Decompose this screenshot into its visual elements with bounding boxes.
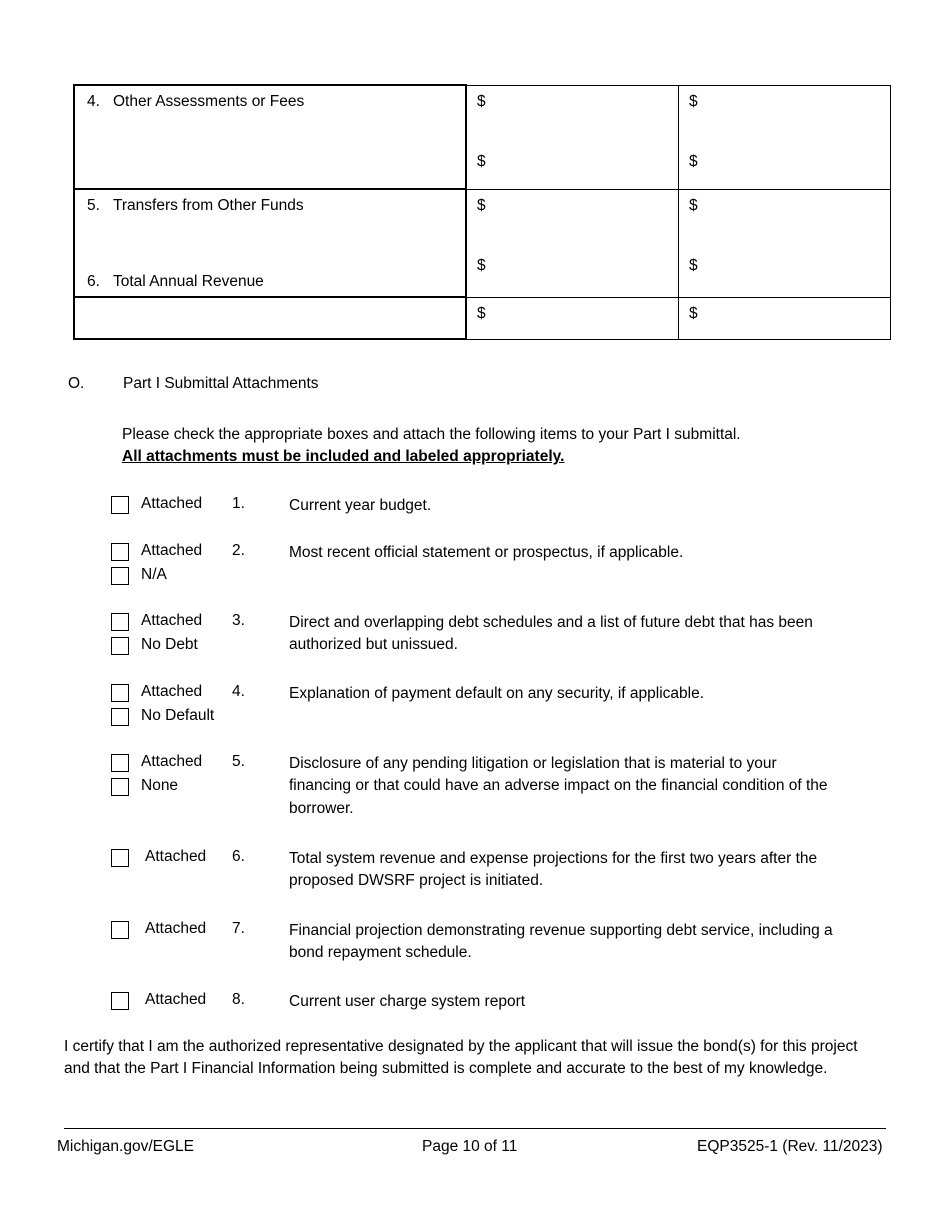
table-row bbox=[74, 85, 891, 189]
checkbox-label: No Default bbox=[141, 707, 215, 724]
checkbox-attached-1[interactable] bbox=[111, 496, 129, 514]
item-text: Most recent official statement or prospectus, if applicable. bbox=[289, 544, 684, 561]
table-row bbox=[74, 297, 891, 339]
checkbox-no-default-4[interactable] bbox=[111, 708, 129, 726]
item-number: 6. bbox=[232, 848, 245, 865]
checkbox-none-5[interactable] bbox=[111, 778, 129, 796]
dollar-sign: $ bbox=[689, 304, 698, 322]
row-label: Transfers from Other Funds bbox=[113, 197, 304, 214]
checkbox-attached-7[interactable] bbox=[111, 921, 129, 939]
dollar-sign: $ bbox=[477, 304, 486, 322]
annual-revenue-table bbox=[73, 84, 891, 340]
checkbox-label: Attached bbox=[145, 848, 207, 865]
checkbox-label: Attached bbox=[141, 753, 203, 770]
footer-agency: Michigan.gov/EGLE bbox=[57, 1138, 194, 1155]
row-amount-col1[interactable] bbox=[466, 189, 679, 297]
row-label-cell bbox=[74, 189, 466, 297]
checkbox-attached-5[interactable] bbox=[111, 754, 129, 772]
dollar-sign: $ bbox=[477, 152, 486, 170]
row-label-total bbox=[87, 274, 264, 290]
item-number: 7. bbox=[232, 920, 245, 937]
item-number: 3. bbox=[232, 612, 245, 629]
item-text: Current user charge system report bbox=[289, 993, 526, 1010]
dollar-sign: $ bbox=[477, 92, 486, 110]
footer-divider bbox=[64, 1128, 886, 1129]
row-number: 6. bbox=[87, 272, 100, 290]
checkbox-attached-2[interactable] bbox=[111, 543, 129, 561]
instruction-line-1: Please check the appropriate boxes and attach the following items to your Part I submittal. bbox=[122, 426, 741, 443]
section-letter: O. bbox=[68, 375, 85, 392]
row-label: Other Assessments or Fees bbox=[113, 93, 305, 110]
row-label-cell-spacer bbox=[74, 297, 466, 339]
footer-page-number: Page 10 of 11 bbox=[422, 1138, 518, 1155]
dollar-sign: $ bbox=[689, 196, 698, 214]
dollar-sign: $ bbox=[477, 196, 486, 214]
dollar-sign: $ bbox=[689, 152, 698, 170]
item-number: 8. bbox=[232, 991, 245, 1008]
checkbox-label: Attached bbox=[141, 542, 203, 559]
total-amount-col1[interactable] bbox=[466, 297, 679, 339]
item-text: Explanation of payment default on any security, if applicable. bbox=[289, 685, 705, 702]
item-text: Financial projection demonstrating revenue supporting debt service, including a bond repayment schedule. bbox=[289, 922, 833, 962]
checkbox-label: None bbox=[141, 777, 179, 794]
checkbox-label: No Debt bbox=[141, 636, 198, 653]
total-amount-col2[interactable] bbox=[679, 297, 891, 339]
item-number: 4. bbox=[232, 683, 245, 700]
item-number: 2. bbox=[232, 542, 245, 559]
instruction-line-2: All attachments must be included and labeled appropriately. bbox=[122, 448, 565, 466]
checkbox-attached-4[interactable] bbox=[111, 684, 129, 702]
dollar-sign: $ bbox=[689, 92, 698, 110]
dollar-sign: $ bbox=[689, 256, 698, 274]
checkbox-label: Attached bbox=[141, 495, 203, 512]
dollar-sign: $ bbox=[477, 256, 486, 274]
row-label: Total Annual Revenue bbox=[113, 272, 264, 290]
row-number: 4. bbox=[87, 93, 100, 110]
checkbox-attached-3[interactable] bbox=[111, 613, 129, 631]
item-number: 1. bbox=[232, 495, 245, 512]
row-amount-col2[interactable] bbox=[679, 189, 891, 297]
checkbox-label: N/A bbox=[141, 566, 167, 583]
row-number: 5. bbox=[87, 197, 100, 214]
checkbox-attached-6[interactable] bbox=[111, 849, 129, 867]
checkbox-attached-8[interactable] bbox=[111, 992, 129, 1010]
checkbox-label: Attached bbox=[141, 683, 203, 700]
item-text: Current year budget. bbox=[289, 497, 432, 514]
footer-form-id: EQP3525-1 (Rev. 11/2023) bbox=[697, 1138, 883, 1155]
checkbox-no-debt-3[interactable] bbox=[111, 637, 129, 655]
item-text: Direct and overlapping debt schedules and a list of future debt that has been authorized but unissued. bbox=[289, 614, 813, 654]
section-instructions bbox=[122, 424, 862, 469]
item-text: Disclosure of any pending litigation or legislation that is material to your financing or that could have an adverse impact on the financial condition of the borrower. bbox=[289, 755, 828, 817]
checkbox-label: Attached bbox=[141, 612, 203, 629]
row-label-cell bbox=[74, 85, 466, 189]
table-row bbox=[74, 189, 891, 297]
checkbox-label: Attached bbox=[145, 991, 207, 1008]
section-title: Part I Submittal Attachments bbox=[123, 375, 319, 392]
row-amount-col2[interactable] bbox=[679, 85, 891, 189]
checkbox-na-2[interactable] bbox=[111, 567, 129, 585]
item-number: 5. bbox=[232, 753, 245, 770]
row-amount-col1[interactable] bbox=[466, 85, 679, 189]
certification-statement: I certify that I am the authorized representative designated by the applicant that will issue the bond(s) for this project and that the Part I Financial Information being submitted is complete and accurate to the best of my knowledge. bbox=[64, 1038, 858, 1078]
checkbox-label: Attached bbox=[145, 920, 207, 937]
item-text: Total system revenue and expense projections for the first two years after the proposed DWSRF project is initiated. bbox=[289, 850, 818, 890]
